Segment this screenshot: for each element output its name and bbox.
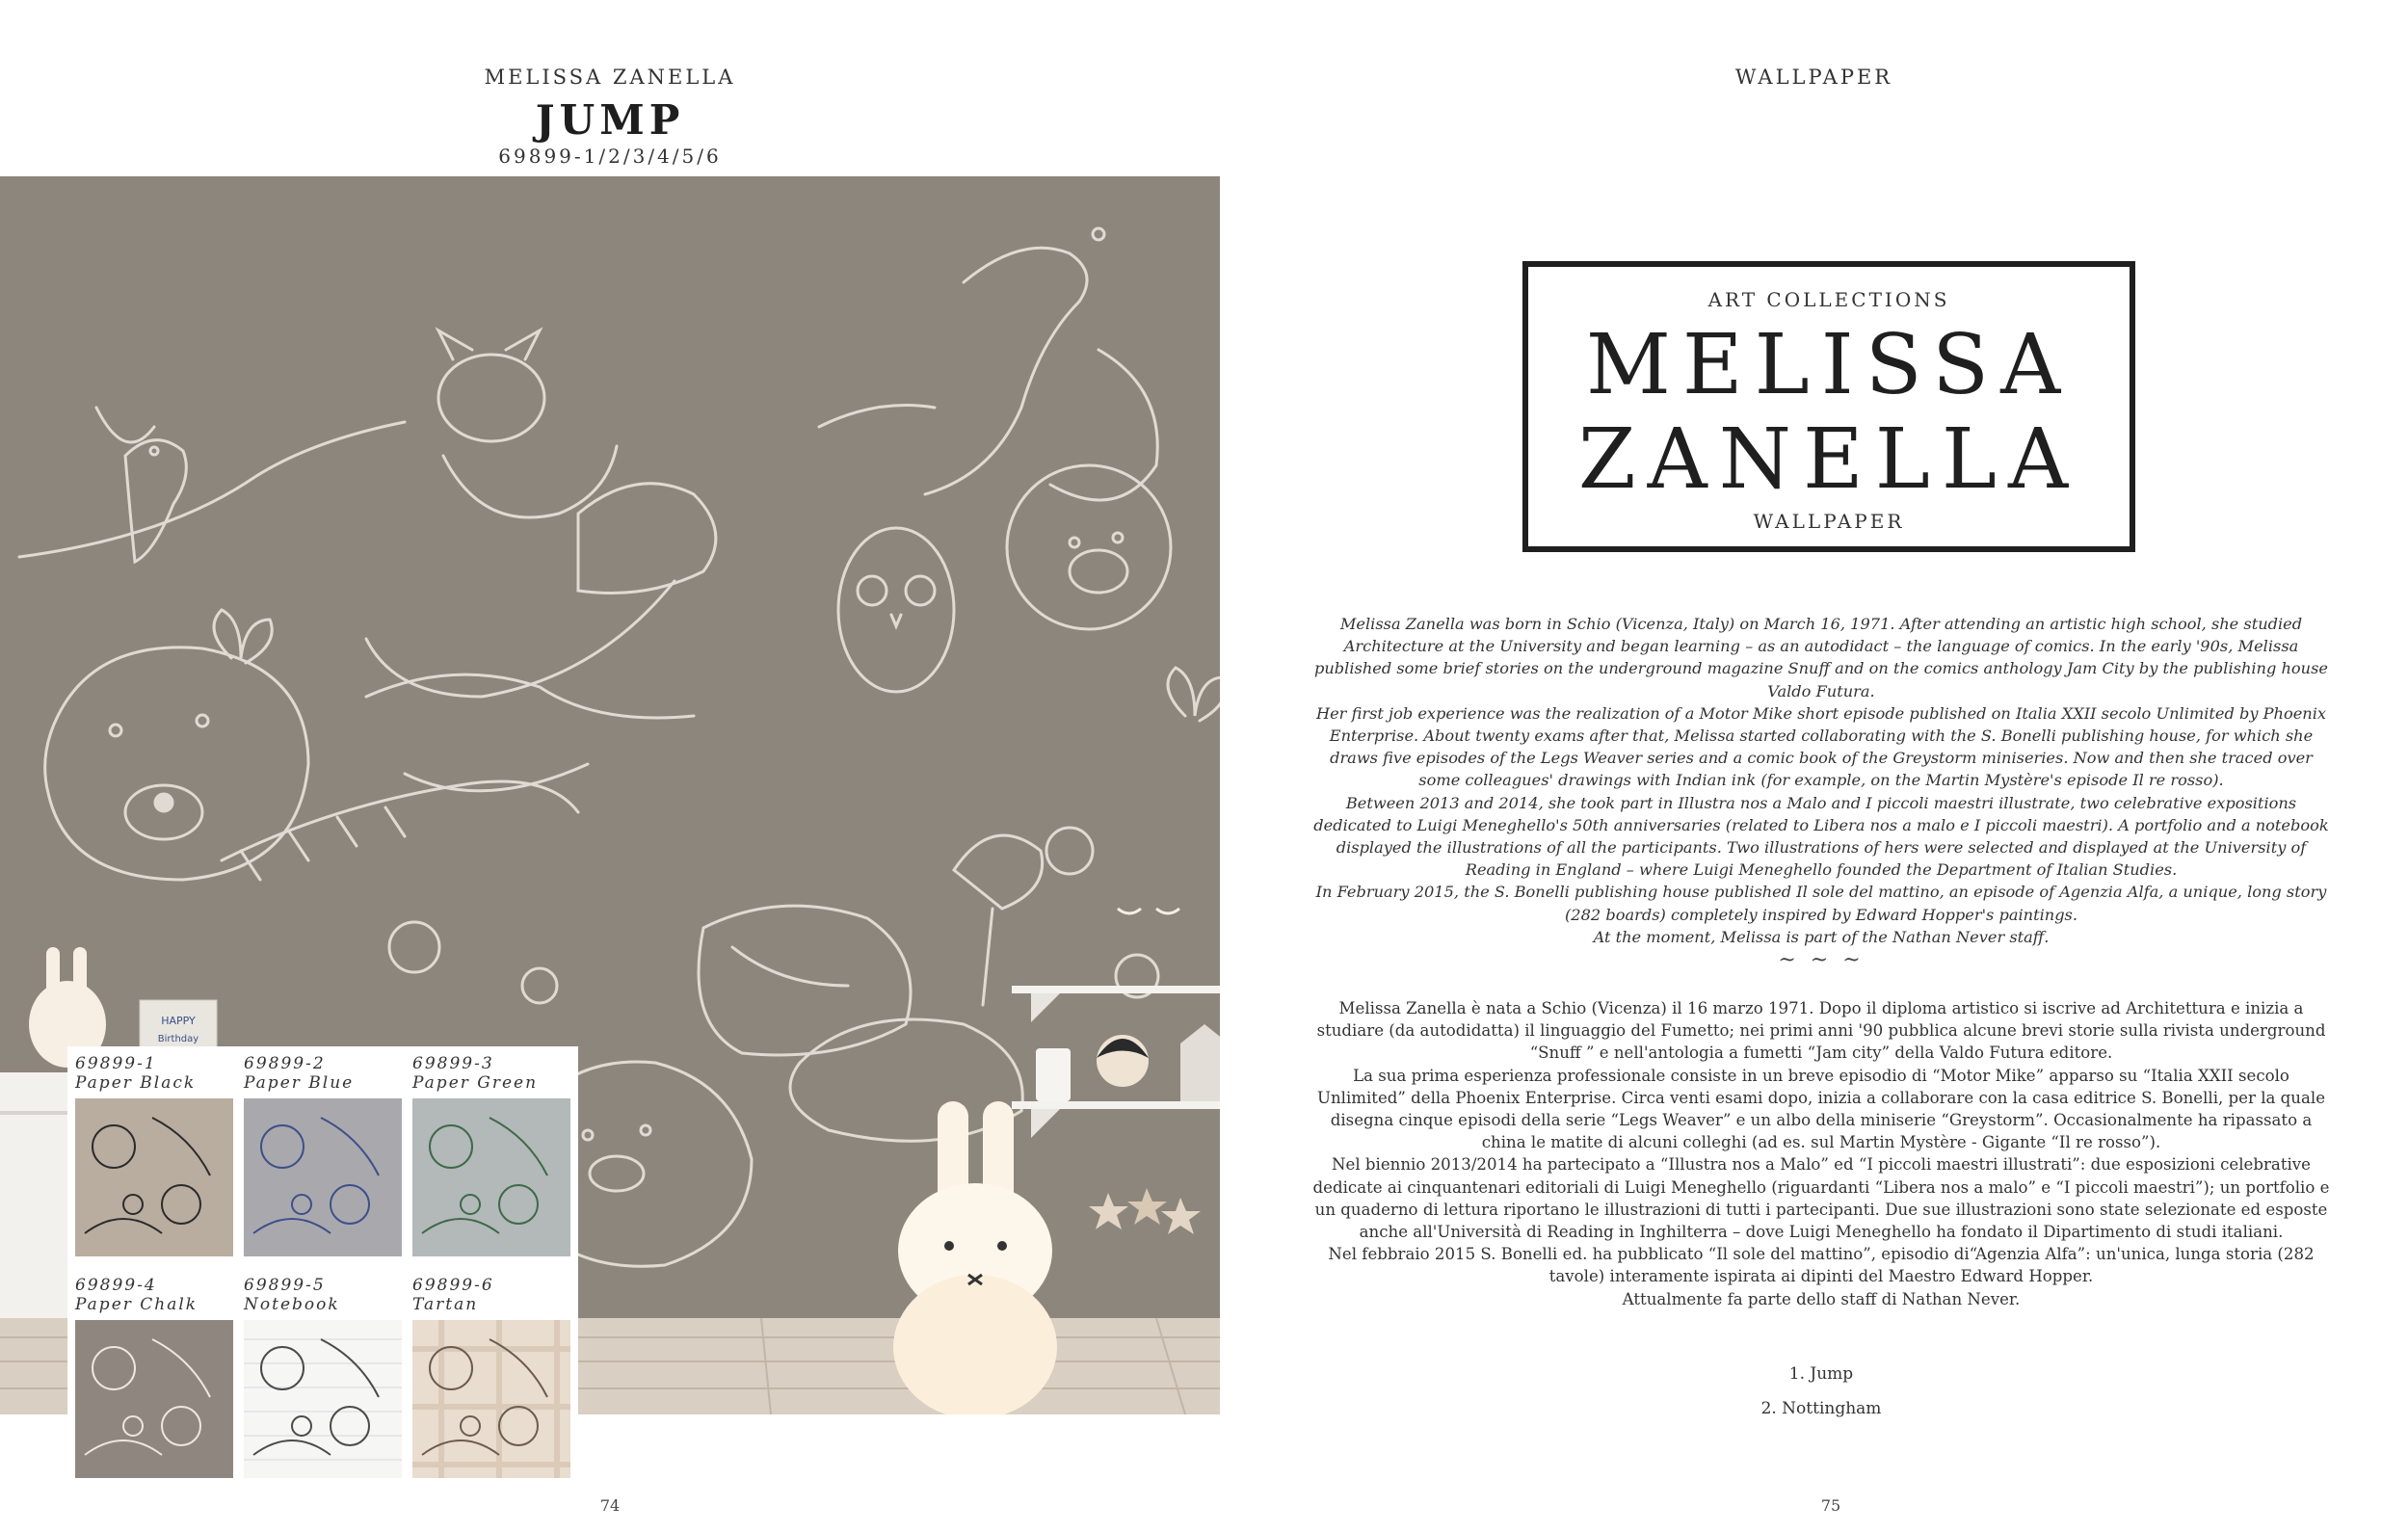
artist-title-box xyxy=(1522,261,2135,552)
swatch-tile xyxy=(412,1098,570,1256)
swatch-tile xyxy=(75,1098,233,1256)
bio-it-paragraph: Attualmente fa parte dello staff di Nathan Never. xyxy=(1622,1289,2021,1308)
swatch-notebook xyxy=(244,1276,402,1478)
swatch-code: 69899-5 xyxy=(244,1276,326,1295)
right-page-number: 75 xyxy=(1820,1496,1841,1515)
bio-it-paragraph: Melissa Zanella è nata a Schio (Vicenza) il 16 marzo 1971. Dopo il diploma artistico si iscrive ad Architettura e inizia a studiare (da autodidatta) il linguaggio del Fumetto; nei primi anni '90 pubblica alcune brevi storie sulla rivista underground “Snuff ” e nell'antologia a fumetti “Jam city” della Valdo Futura editore. xyxy=(1316,999,2326,1063)
swatch-tile xyxy=(244,1098,402,1256)
swatch-paper-green xyxy=(412,1054,570,1256)
swatch-paper-blue xyxy=(244,1054,402,1256)
box-name-line2: ZANELLA xyxy=(1577,411,2080,508)
biography-italian xyxy=(1310,997,2332,1310)
swatch-name: Paper Black xyxy=(75,1073,197,1093)
right-page-header: WALLPAPER xyxy=(1734,66,1893,89)
swatch-tile xyxy=(412,1320,570,1478)
product-code: 69899-1/2/3/4/5/6 xyxy=(498,145,722,168)
box-top-label: ART COLLECTIONS xyxy=(1707,288,1950,311)
bio-en-paragraph: Her first job experience was the realization of a Motor Mike short episode published on Italia XXII secolo Unlimited by Phoenix Enterprise. About twenty exams after that, Melissa started collaborating with the S. Bonelli publishing house, for which she draws five episodes of the Legs Weaver series and a comic book of the Greystorm miniseries. Now and then she traced over some colleagues' drawings with Indian ink (for example, on the Martin Mystère's episode Il re rosso). xyxy=(1315,703,2327,790)
bio-it-paragraph: La sua prima esperienza professionale consiste in un breve episodio di “Motor Mike” apparso su “Italia XXII secolo Unlimited” della Phoenix Enterprise. Circa venti esami dopo, inizia a collaborare con la casa editrice S. Bonelli, per la quale disegna cinque episodi della serie “Legs Weaver” e un albo della miniserie “Greystorm”. Occasionalmente ha ripassato a china le matite di alcuni colleghi (ad es. sul Martin Mystère - Gigante “Il re rosso”). xyxy=(1316,1066,2326,1152)
collection-list-item: 2. Nottingham xyxy=(1760,1399,1882,1418)
swatch-code: 69899-1 xyxy=(75,1054,157,1073)
swatch-name: Notebook xyxy=(244,1295,340,1314)
biography-english xyxy=(1310,613,2332,948)
swatch-code: 69899-3 xyxy=(412,1054,494,1073)
section-separator: ~ ~ ~ xyxy=(1778,948,1865,972)
swatch-name: Paper Chalk xyxy=(75,1295,198,1314)
photo-sign-line2: Birthday xyxy=(157,1034,199,1044)
product-title: JUMP xyxy=(535,96,685,144)
swatch-tile xyxy=(75,1320,233,1478)
swatch-code: 69899-4 xyxy=(75,1276,157,1295)
colorway-swatch-panel xyxy=(67,1046,578,1476)
left-page-header: MELISSA ZANELLA xyxy=(484,66,736,89)
bio-en-paragraph: In February 2015, the S. Bonelli publishing house published Il sole del mattino, an episode of Agenzia Alfa, a unique, long story (282 boards) completely inspired by Edward Hopper's paintings. xyxy=(1315,883,2327,924)
box-name-line1: MELISSA xyxy=(1585,317,2073,413)
swatch-name: Paper Blue xyxy=(244,1073,355,1093)
left-page-number: 74 xyxy=(599,1496,621,1515)
swatch-code: 69899-6 xyxy=(412,1276,494,1295)
bio-en-paragraph: Melissa Zanella was born in Schio (Vicenza, Italy) on March 16, 1971. After attending an artistic high school, she studied Architecture at the University and began learning – as an autodidact – the language of comics. In the early '90s, Melissa published some brief stories on the underground magazine Snuff and on the comics anthology Jam City by the publishing house Valdo Futura. xyxy=(1314,615,2328,700)
swatch-name: Paper Green xyxy=(412,1073,539,1093)
swatch-tartan xyxy=(412,1276,570,1478)
swatch-tile xyxy=(244,1320,402,1478)
swatch-code: 69899-2 xyxy=(244,1054,326,1073)
bio-it-paragraph: Nel febbraio 2015 S. Bonelli ed. ha pubblicato “Il sole del mattino”, episodio di“Agenzia Alfa”: un'unica, lunga storia (282 tavole) interamente ispirata ai dipinti del Maestro Edward Hopper. xyxy=(1328,1245,2315,1286)
bio-it-paragraph: Nel biennio 2013/2014 ha partecipato a “Illustra nos a Malo” ed “I piccoli maestri illustrati”: due esposizioni celebrative dedicate ai cinquantenari editoriali di Luigi Meneghello (riguardanti “Libera nos a malo” e “I piccoli maestri”); un portfolio e un quaderno di lettura riportano le illustrazioni di tutti i partecipanti. Due sue illustrazioni sono state selezionate ed esposte anche all'Università di Reading in Inghilterra – dove Luigi Meneghello ha fondato il Dipartimento di studi italiani. xyxy=(1312,1155,2330,1242)
bio-en-paragraph: At the moment, Melissa is part of the Nathan Never staff. xyxy=(1593,927,2050,946)
collection-list-item: 1. Jump xyxy=(1788,1364,1854,1384)
swatch-paper-black xyxy=(75,1054,233,1256)
box-bottom-label: WALLPAPER xyxy=(1753,510,1905,533)
swatch-name: Tartan xyxy=(412,1295,479,1314)
photo-sign-line1: HAPPY xyxy=(161,1015,196,1027)
swatch-paper-chalk xyxy=(75,1276,233,1478)
bio-en-paragraph: Between 2013 and 2014, she took part in Illustra nos a Malo and I piccoli maestri illustrate, two celebrative expositions dedicated to Luigi Meneghello's 50th anniversaries (related to Libera nos a malo e I piccoli maestri). A portfolio and a notebook displayed the illustrations of all the participants. Two illustrations of hers were selected and displayed at the University of Reading in England – where Luigi Meneghello founded the Department of Italian Studies. xyxy=(1313,793,2329,880)
